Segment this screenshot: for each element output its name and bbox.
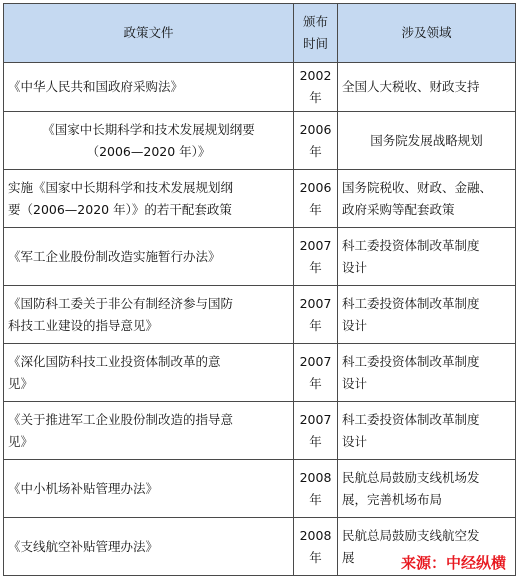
- policy-table: [3, 3, 516, 576]
- table-header-row: [4, 4, 516, 63]
- policy-document-cell: 《支线航空补贴管理办法》: [4, 518, 294, 576]
- domain-cell: 科工委投资体制改革制度 设计: [338, 286, 516, 344]
- table-row: [4, 460, 516, 518]
- issue-date-cell: 2007 年: [294, 402, 338, 460]
- issue-date-cell: 2008 年: [294, 518, 338, 576]
- domain-cell: 全国人大税收、财政支持: [338, 63, 516, 112]
- domain-cell: 国务院发展战略规划: [338, 112, 516, 170]
- table-row: [4, 170, 516, 228]
- issue-date-cell: 2007 年: [294, 286, 338, 344]
- table-row: [4, 286, 516, 344]
- header-issue-date: 颁布 时间: [294, 4, 338, 63]
- policy-document-cell: 《军工企业股份制改造实施暂行办法》: [4, 228, 294, 286]
- issue-date-cell: 2002 年: [294, 63, 338, 112]
- header-domain: 涉及领域: [338, 4, 516, 63]
- issue-date-cell: 2006 年: [294, 112, 338, 170]
- policy-document-cell: 《关于推进军工企业股份制改造的指导意 见》: [4, 402, 294, 460]
- issue-date-cell: 2007 年: [294, 228, 338, 286]
- policy-document-cell: 《深化国防科技工业投资体制改革的意 见》: [4, 344, 294, 402]
- policy-document-cell: 《中小机场补贴管理办法》: [4, 460, 294, 518]
- source-label: 来源：中经纵横: [400, 554, 506, 572]
- table-row: [4, 63, 516, 112]
- domain-cell: 国务院税收、财政、金融、 政府采购等配套政策: [338, 170, 516, 228]
- policy-document-cell: 实施《国家中长期科学和技术发展规划纲 要（2006—2020 年）》的若干配套政策: [4, 170, 294, 228]
- table-row: [4, 402, 516, 460]
- domain-cell: 民航总局鼓励支线航空发 展: [338, 518, 516, 576]
- domain-cell: 民航总局鼓励支线机场发 展，完善机场布局: [338, 460, 516, 518]
- policy-document-cell: 《国防科工委关于非公有制经济参与国防 科技工业建设的指导意见》: [4, 286, 294, 344]
- issue-date-cell: 2008 年: [294, 460, 338, 518]
- table-row: [4, 344, 516, 402]
- domain-cell: 科工委投资体制改革制度 设计: [338, 402, 516, 460]
- header-policy-document: 政策文件: [4, 4, 294, 63]
- table-row: [4, 112, 516, 170]
- table-row: [4, 228, 516, 286]
- policy-document-cell: 《中华人民共和国政府采购法》: [4, 63, 294, 112]
- domain-cell: 科工委投资体制改革制度 设计: [338, 228, 516, 286]
- policy-document-cell: 《国家中长期科学和技术发展规划纲要 （2006—2020 年）》: [4, 112, 294, 170]
- domain-cell: 科工委投资体制改革制度 设计: [338, 344, 516, 402]
- issue-date-cell: 2007 年: [294, 344, 338, 402]
- issue-date-cell: 2006 年: [294, 170, 338, 228]
